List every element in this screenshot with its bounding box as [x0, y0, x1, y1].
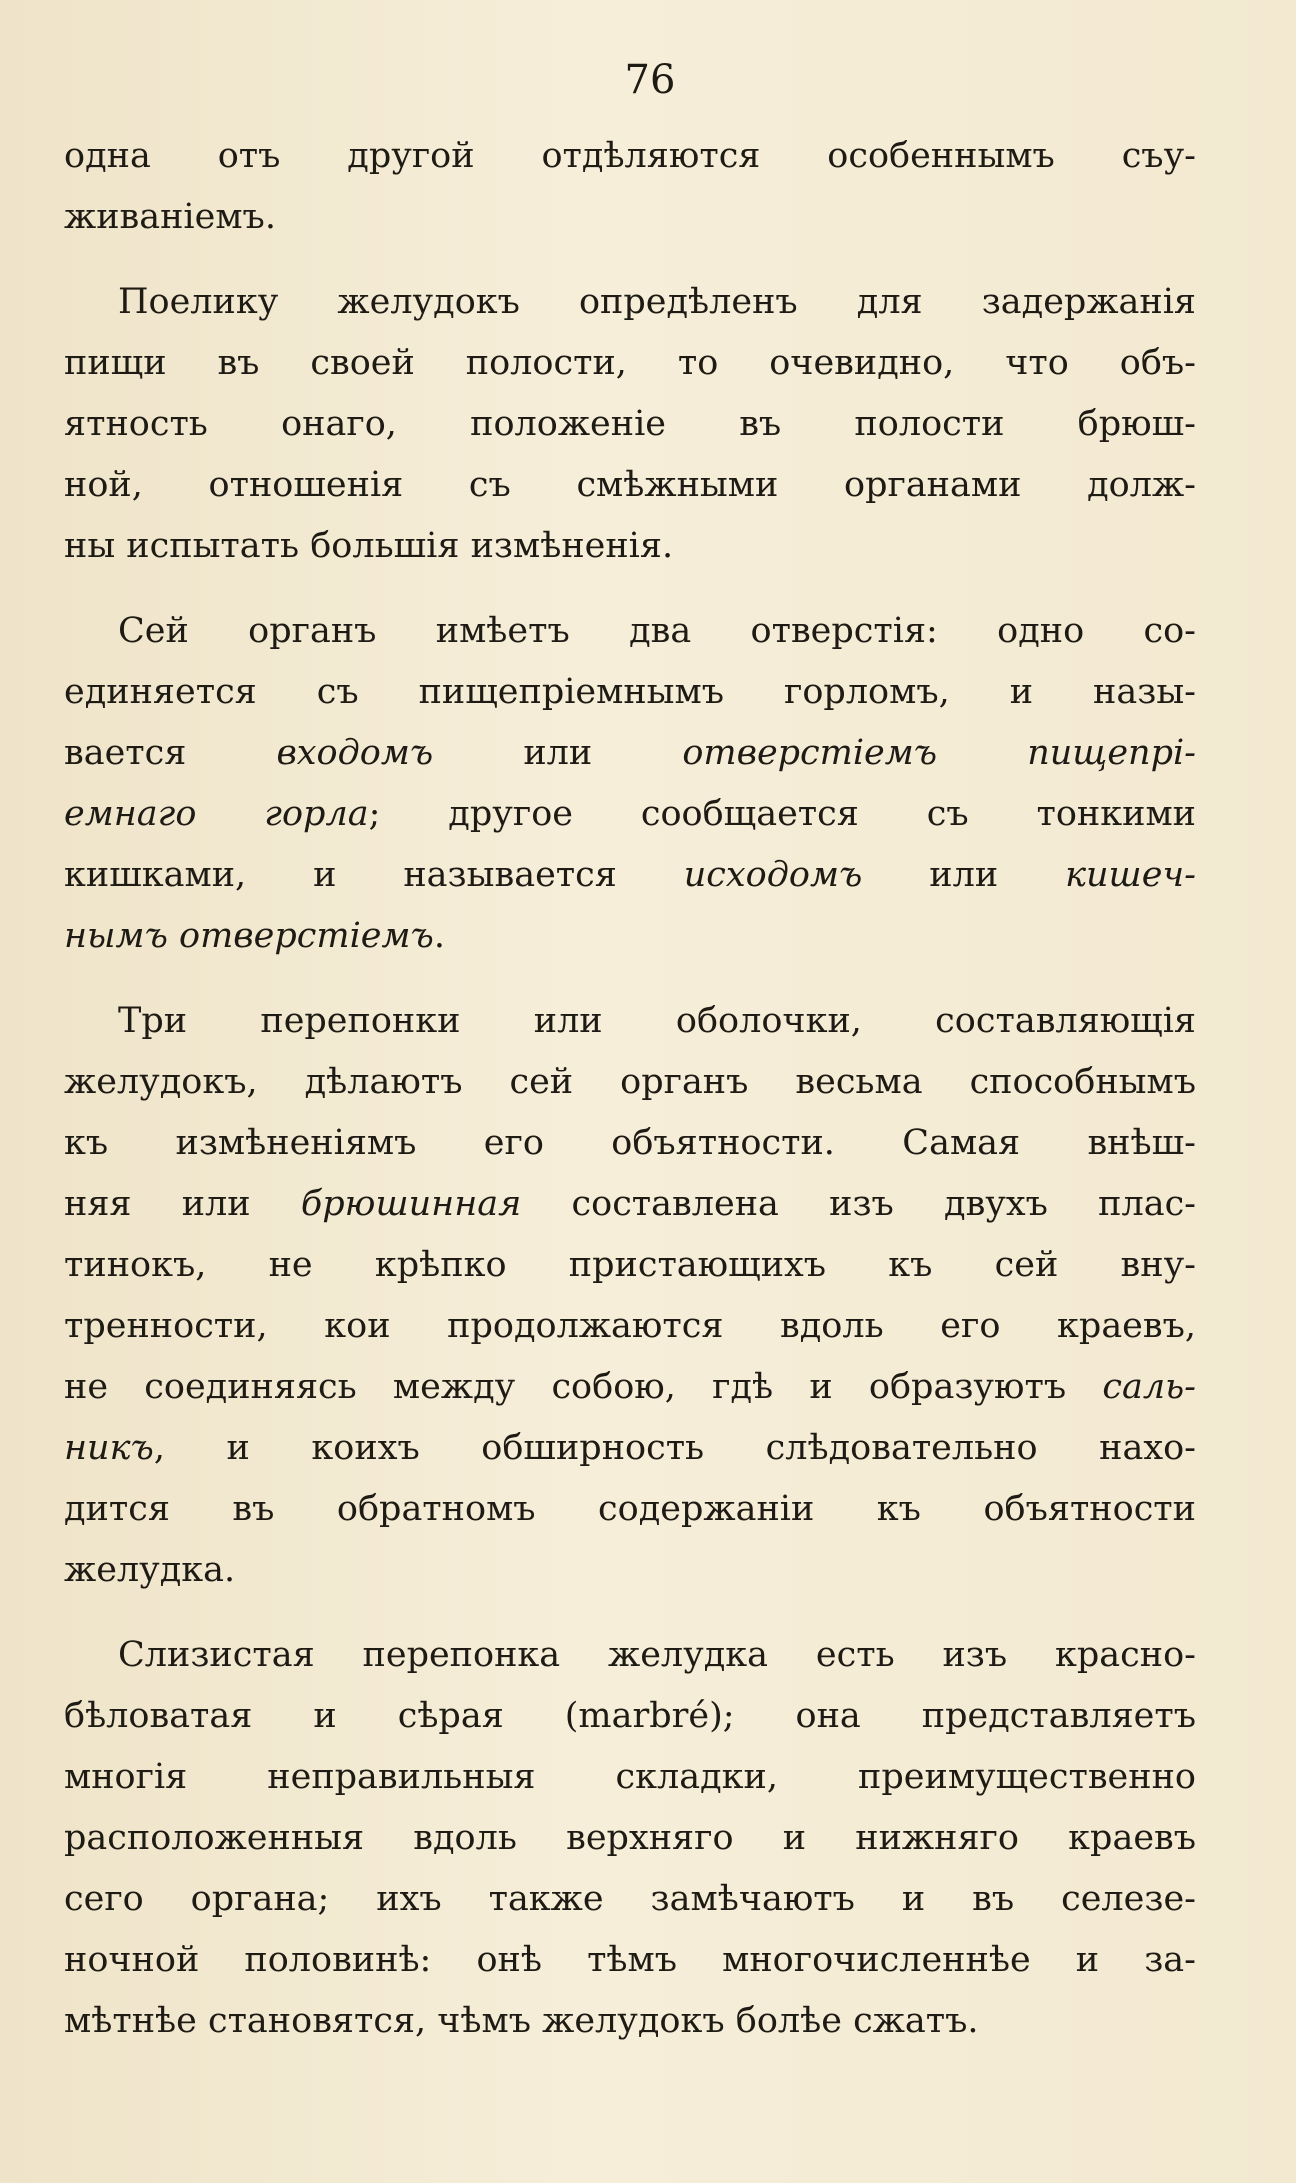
text-line: ны испытать большія измѣненія.	[64, 526, 674, 566]
paragraph-p4	[64, 991, 1196, 1601]
text-line: никъ, и коихъ обширность слѣдовательно нахо-	[64, 1428, 1196, 1468]
italic-term: саль-	[1102, 1367, 1196, 1407]
text-line: ной, отношенія съ смѣжными органами долж-	[64, 465, 1196, 505]
text-line: Сей органъ имѣетъ два отверстія: одно со-	[118, 611, 1196, 651]
italic-term: отверстіемъ пищепрі-	[682, 733, 1196, 773]
italic-term: исходомъ	[683, 855, 863, 895]
italic-term: входомъ	[276, 733, 434, 773]
text-line: живаніемъ.	[64, 197, 276, 237]
text-line: вается входомъ или отверстіемъ пищепрі-	[64, 733, 1196, 773]
paragraph-p2	[64, 272, 1196, 577]
italic-term: емнаго горла	[64, 794, 369, 834]
paragraph-p5	[64, 1625, 1196, 2052]
text-line: къ измѣненіямъ его объятности. Самая внѣш-	[64, 1123, 1196, 1163]
text-line: пищи въ своей полости, то очевидно, что объ-	[64, 343, 1196, 383]
text-line: сего органа; ихъ также замѣчаютъ и въ селезе-	[64, 1879, 1196, 1919]
text-line: нымъ отверстіемъ.	[64, 916, 445, 956]
text-line: бѣловатая и сѣрая (marbré); она представляетъ	[64, 1696, 1196, 1736]
italic-term: кишеч-	[1065, 855, 1197, 895]
italic-term: брюшинная	[300, 1184, 522, 1224]
text-line: одна отъ другой отдѣляются особеннымъ съу-	[64, 136, 1196, 176]
paragraph-p3	[64, 601, 1196, 967]
text-line: ночной половинѣ: онѣ тѣмъ многочисленнѣе и за-	[64, 1940, 1196, 1980]
text-line: кишками, и называется исходомъ или кишеч-	[64, 855, 1197, 895]
text-line: желудокъ, дѣлаютъ сей органъ весьма способнымъ	[64, 1062, 1196, 1102]
text-line: Слизистая перепонка желудка есть изъ красно-	[118, 1635, 1196, 1675]
text-line: ятность онаго, положеніе въ полости брюш-	[64, 404, 1196, 444]
text-line: единяется съ пищепріемнымъ горломъ, и назы-	[64, 672, 1196, 712]
text-body	[64, 126, 1196, 2052]
text-line: мѣтнѣе становятся, чѣмъ желудокъ болѣе сжатъ.	[64, 2001, 979, 2041]
text-line: няя или брюшинная составлена изъ двухъ плас-	[64, 1184, 1196, 1224]
text-line: Три перепонки или оболочки, составляющія	[118, 1001, 1196, 1041]
page-number: 76	[624, 57, 676, 103]
text-line: дится въ обратномъ содержаніи къ объятности	[64, 1489, 1196, 1529]
italic-term: нымъ отверстіемъ	[64, 916, 434, 956]
paragraph-p1	[64, 126, 1196, 248]
text-line: желудка.	[64, 1550, 236, 1590]
text-line: расположенныя вдоль верхняго и нижняго краевъ	[64, 1818, 1196, 1858]
text-line: тренности, кои продолжаются вдоль его краевъ,	[64, 1306, 1196, 1346]
text-line: многія неправильныя складки, преимущественно	[64, 1757, 1196, 1797]
text-line: тинокъ, не крѣпко пристающихъ къ сей вну-	[64, 1245, 1196, 1285]
text-line: емнаго горла; другое сообщается съ тонкими	[64, 794, 1196, 834]
text-line: Поелику желудокъ опредѣленъ для задержанія	[118, 282, 1196, 322]
text-line: не соединяясь между собою, гдѣ и образуютъ саль-	[64, 1367, 1196, 1407]
italic-term: никъ	[64, 1428, 154, 1468]
